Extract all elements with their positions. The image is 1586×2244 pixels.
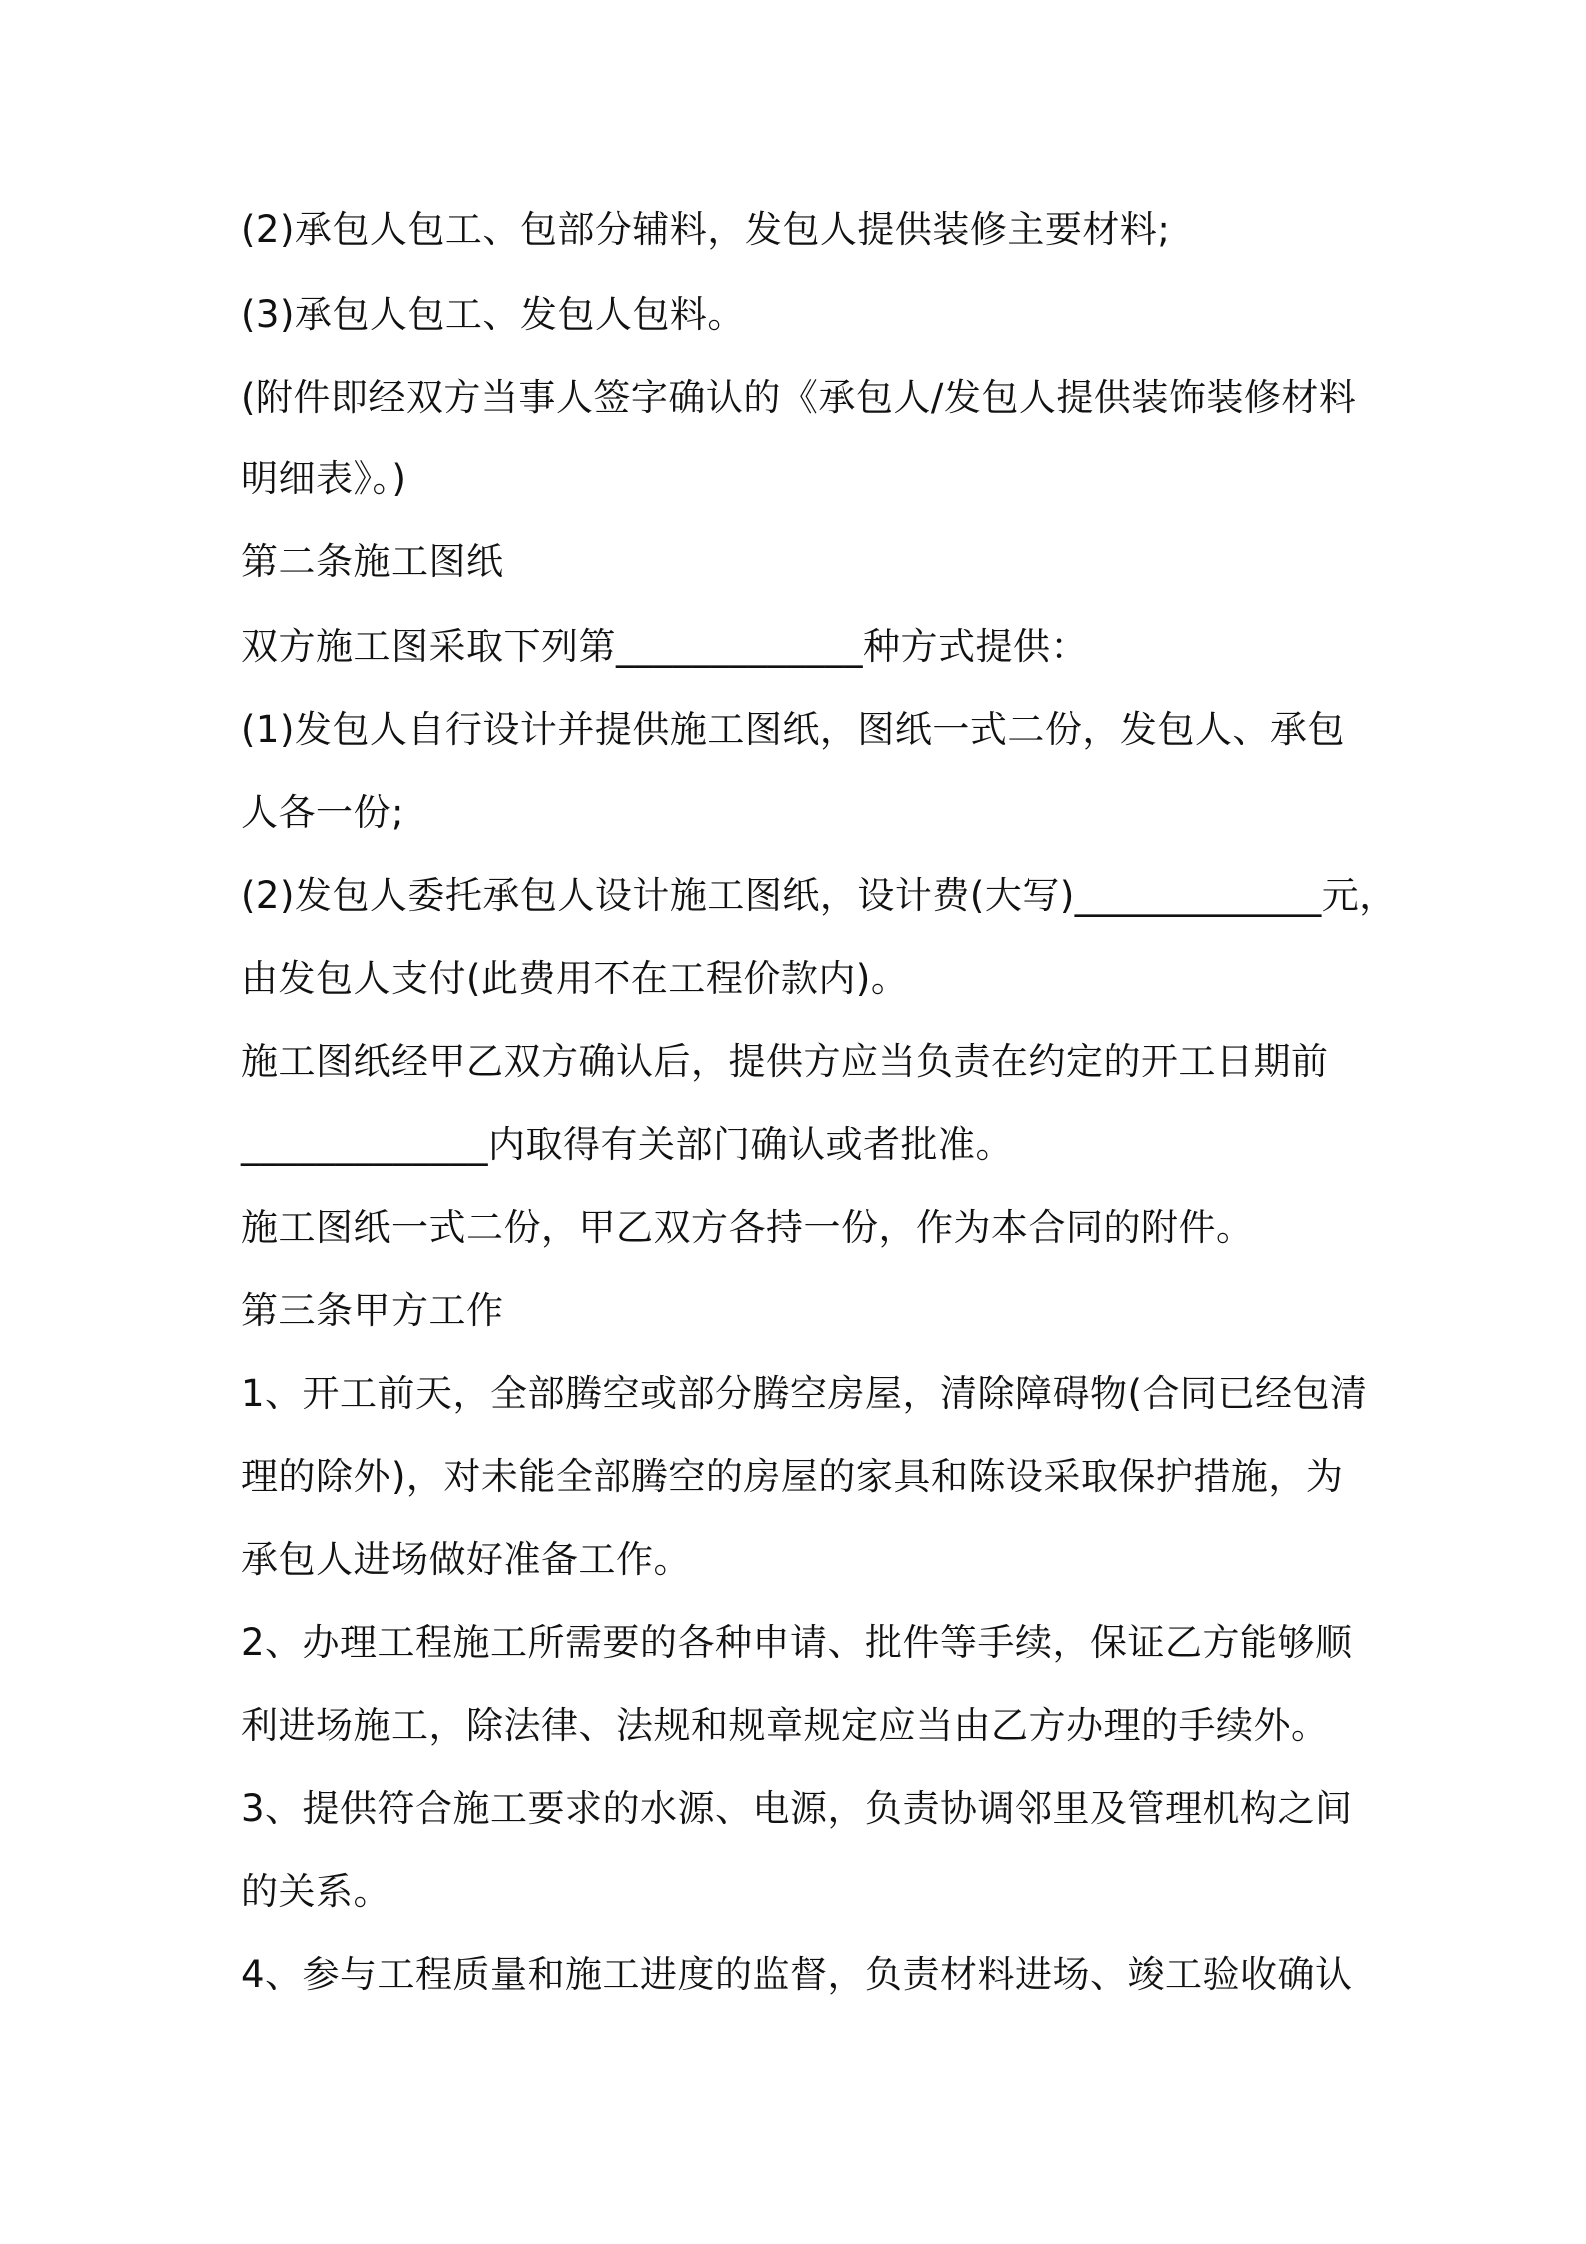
contract-line: 2、办理工程施工所需要的各种申请、批件等手续，保证乙方能够顺 [241,1621,1353,1664]
contract-line: 4、参与工程质量和施工进度的监督，负责材料进场、竣工验收确认 [241,1953,1353,1996]
contract-line: 人各一份; [241,791,404,834]
contract-line: 承包人进场做好准备工作。 [241,1538,691,1581]
contract-line: 由发包人支付(此费用不在工程价款内)。 [241,957,909,1000]
contract-line: 利进场施工，除法律、法规和规章规定应当由乙方办理的手续外。 [241,1704,1329,1747]
contract-line: 的关系。 [241,1870,391,1913]
contract-line: 施工图纸一式二份，甲乙双方各持一份，作为本合同的附件。 [241,1206,1254,1249]
contract-line: 理的除外)，对未能全部腾空的房屋的家具和陈设采取保护措施，为 [241,1455,1344,1498]
contract-line: 施工图纸经甲乙双方确认后，提供方应当负责在约定的开工日期前 [241,1040,1329,1083]
contract-line: 3、提供符合施工要求的水源、电源，负责协调邻里及管理机构之间 [241,1787,1353,1830]
contract-line: (附件即经双方当事人签字确认的《承包人/发包人提供装饰装修材料 [241,376,1357,419]
contract-line: 1、开工前天，全部腾空或部分腾空房屋，清除障碍物(合同已经包清 [241,1372,1368,1415]
contract-line: (2)承包人包工、包部分辅料，发包人提供装修主要材料; [241,208,1171,251]
contract-line: (2)发包人委托承包人设计施工图纸，设计费(大写)_____________元， [241,874,1397,917]
section-heading: 第二条施工图纸 [241,540,504,583]
contract-line: 明细表》。) [241,457,407,500]
contract-line: 双方施工图采取下列第_____________种方式提供： [241,625,1088,668]
section-heading: 第三条甲方工作 [241,1289,504,1332]
contract-line: _____________内取得有关部门确认或者批准。 [241,1123,1013,1166]
contract-line: (1)发包人自行设计并提供施工图纸，图纸一式二份，发包人、承包 [241,708,1345,751]
contract-line: (3)承包人包工、发包人包料。 [241,293,745,336]
